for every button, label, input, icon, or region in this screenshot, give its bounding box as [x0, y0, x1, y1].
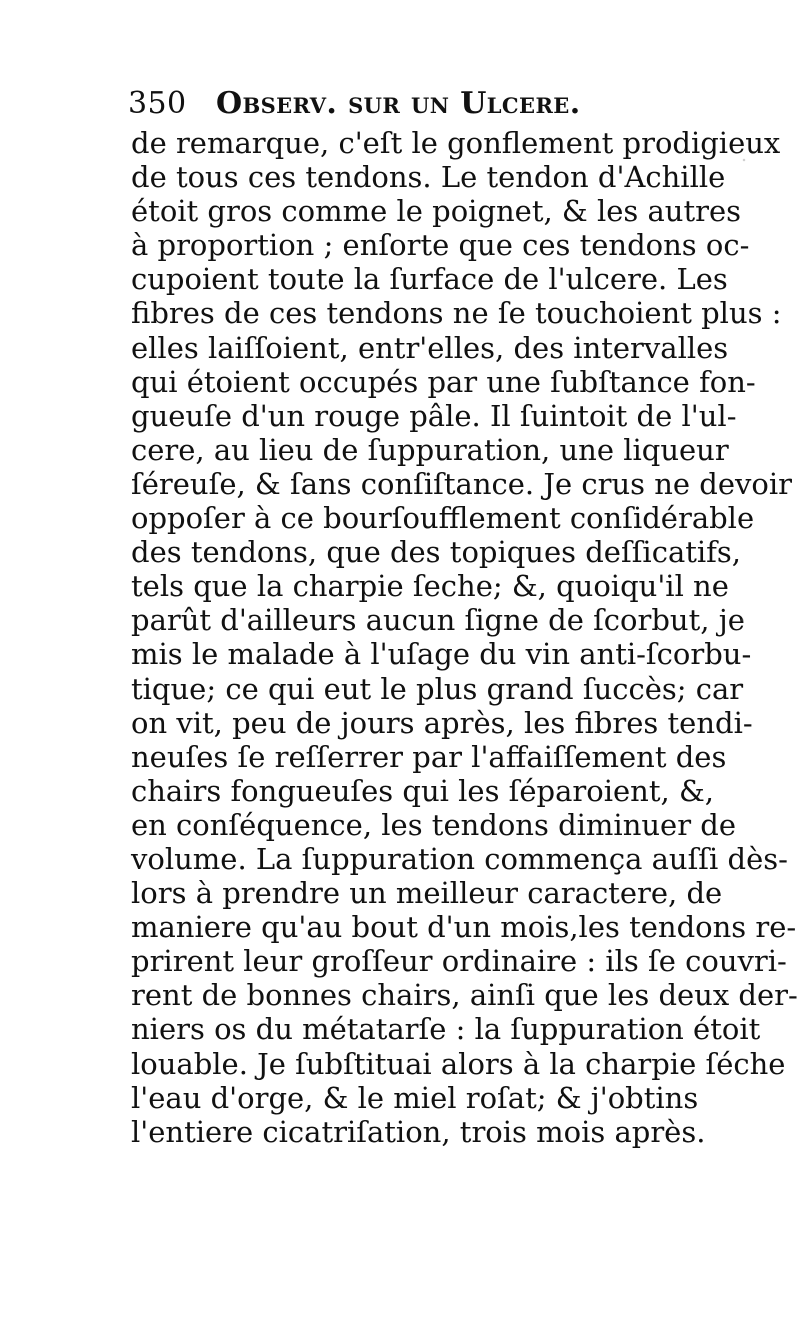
- text-line: ſéreuſe, & ſans conſiſtance. Je crus ne devoir: [131, 466, 792, 501]
- text-line: étoit gros comme le poignet, & les autres: [131, 194, 742, 229]
- running-title: Observ. sur un Ulcere.: [215, 86, 581, 121]
- text-line: chairs fongueuſes qui les ſéparoient, &,: [131, 773, 714, 808]
- text-line: fibres de ces tendons ne ſe touchoient plus :: [131, 296, 782, 331]
- text-line: rent de bonnes chairs, ainſi que les deux der-: [131, 978, 798, 1013]
- text-line: l'eau d'orge, & le miel roſat; & j'obtins: [131, 1080, 699, 1115]
- running-head: [128, 84, 648, 124]
- text-line: elles laiſſoient, entr'elles, des intervalles: [131, 330, 729, 365]
- text-line: lors à prendre un meilleur caractere, de: [131, 876, 723, 911]
- text-line: en conſéquence, les tendons diminuer de: [131, 807, 737, 842]
- text-line: gueuſe d'un rouge pâle. Il ſuintoit de l'ul-: [131, 398, 737, 433]
- text-line: mis le malade à l'uſage du vin anti-ſcorbu-: [131, 637, 752, 672]
- text-line: à proportion ; enſorte que ces tendons oc-: [131, 228, 750, 263]
- text-line: parût d'ailleurs aucun ſigne de ſcorbut, je: [131, 603, 745, 638]
- text-line: maniere qu'au bout d'un mois,les tendons re-: [131, 910, 797, 945]
- text-line: tels que la charpie ſeche; &, quoiqu'il ne: [131, 569, 729, 604]
- text-line: neuſes ſe reſſerrer par l'affaiſſement des: [131, 739, 727, 774]
- text-line: des tendons, que des topiques deſſicatifs,: [131, 535, 742, 570]
- text-line: louable. Je ſubſtituai alors à la charpie ſéche: [131, 1046, 786, 1081]
- page-number: 350: [128, 86, 187, 121]
- text-line: qui étoient occupés par une ſubſtance fon-: [131, 364, 756, 399]
- text-line: cere, au lieu de ſuppuration, une liqueur: [131, 432, 729, 467]
- text-line: niers os du métatarſe : la ſuppuration étoit: [131, 1012, 761, 1047]
- text-line: cupoient toute la ſurface de l'ulcere. Les: [131, 262, 728, 297]
- text-line: de remarque, c'eſt le gonflement prodigieux: [131, 126, 781, 160]
- body-text: [131, 126, 798, 1171]
- text-line: tique; ce qui eut le plus grand ſuccès; car: [131, 671, 744, 706]
- text-line-final: l'entiere cicatriſation, trois mois après.: [131, 1114, 706, 1149]
- text-line: on vit, peu de jours après, les fibres tendi-: [131, 705, 753, 740]
- text-line: oppoſer à ce bourſoufflement conſidérable: [131, 501, 755, 536]
- text-line: volume. La ſuppuration commença auſſi dès-: [131, 841, 788, 876]
- paper-specks: [740, 140, 748, 1140]
- text-line: de tous ces tendons. Le tendon d'Achille: [131, 160, 726, 195]
- text-line: prirent leur groſſeur ordinaire : ils ſe couvri-: [131, 944, 787, 979]
